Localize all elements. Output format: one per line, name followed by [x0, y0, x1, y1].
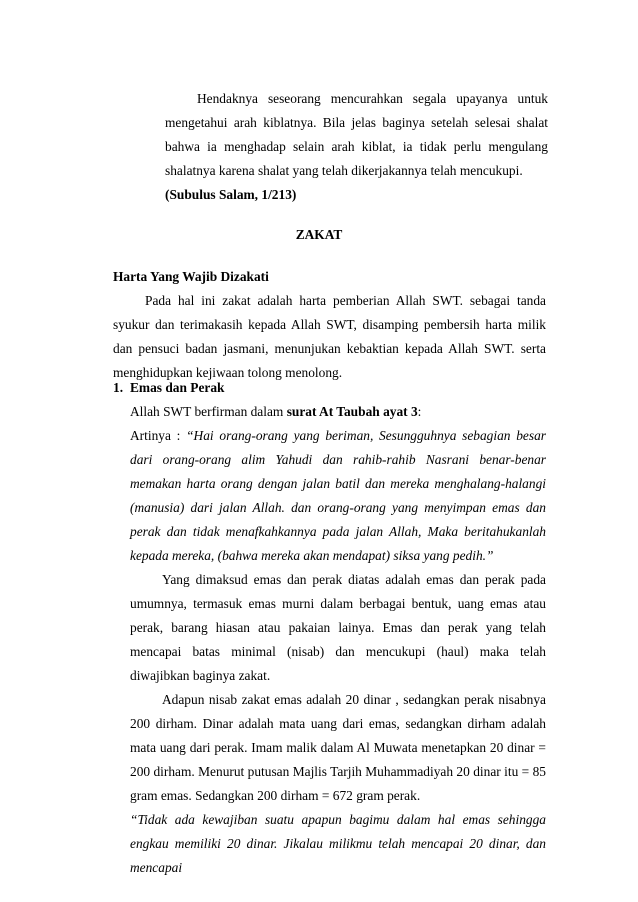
- page-title: ZAKAT: [295, 227, 343, 242]
- verse-intro: [130, 400, 546, 424]
- intro-text: Pada hal ini zakat adalah harta pemberian Allah SWT. sebagai tanda syukur dan terimakasih kepada Allah SWT, disamping pembersih harta milik dan pensuci badan jasmani, menunjukan kebaktian kepada Allah SWT. serta menghidupkan kejiwaan tolong menolong.: [113, 293, 546, 380]
- nisab-paragraph: [130, 688, 546, 808]
- verse-intro-colon: :: [417, 404, 422, 419]
- list-number: 1.: [113, 380, 124, 395]
- hadith-text: “Tidak ada kewajiban suatu apapun bagimu dalam hal emas sehingga engkau memiliki 20 dinar. Jikalau milikmu telah mencapai 20 dinar, dan mencapai: [130, 812, 546, 875]
- nisab-paragraph-text: Adapun nisab zakat emas adalah 20 dinar , sedangkan perak nisabnya 200 dirham. Dinar adalah mata uang dari emas, sedangkan dirham adalah mata uang dari perak. Imam malik dalam Al Muwata menetapkan 20 dinar = 200 dirham. Menurut putusan Majlis Tarjih Muhammadiyah 20 dinar itu = 85 gram emas. Sedangkan 200 dirham = 672 gram perak.: [130, 692, 546, 803]
- verse-intro-text: Allah SWT berfirman dalam: [130, 404, 287, 419]
- quote-text: Hendaknya seseorang mencurahkan segala upayanya untuk mengetahui arah kiblatnya. Bila jelas baginya setelah selesai shalat bahwa ia menghadap selain arah kiblat, ia tidak perlu mengulang shalatnya karena shalat yang telah dikerjakannya telah mencukupi.: [165, 91, 548, 178]
- emas-paragraph-text: Yang dimaksud emas dan perak diatas adalah emas dan perak pada umumnya, termasuk emas murni dalam berbagai bentuk, uang emas atau perak, barang hiasan atau pakaian lainya. Emas dan perak yang telah mencapai batas minimal (nisab) dan mencukupi (haul) maka telah diwajibkan baginya zakat.: [130, 572, 546, 683]
- list-item-heading: [113, 376, 225, 400]
- emas-paragraph: [130, 568, 546, 688]
- quote-block: [165, 87, 548, 207]
- translation-label: Artinya :: [130, 428, 187, 443]
- section-heading: Harta Yang Wajib Dizakati: [113, 269, 269, 284]
- list-item-body: [130, 400, 546, 880]
- verse-reference: surat At Taubah ayat 3: [286, 404, 418, 419]
- intro-paragraph: [113, 289, 546, 385]
- quote-source: (Subulus Salam, 1/213): [165, 187, 297, 202]
- translation-text: “Hai orang-orang yang beriman, Sesungguhnya sebagian besar dari orang-orang alim Yahudi dan rahib-rahib Nasrani benar-benar memakan harta orang dengan jalan batil dan mereka menghalang-halangi (manusia) dari jalan Allah. dan orang-orang yang menyimpan emas dan perak dan tidak menafkahkannya pada jalan Allah, Maka beritahukanlah kepada mereka, (bahwa mereka akan mendapat) siksa yang pedih.”: [130, 428, 546, 563]
- list-label: Emas dan Perak: [130, 380, 225, 395]
- translation-paragraph: [130, 424, 546, 568]
